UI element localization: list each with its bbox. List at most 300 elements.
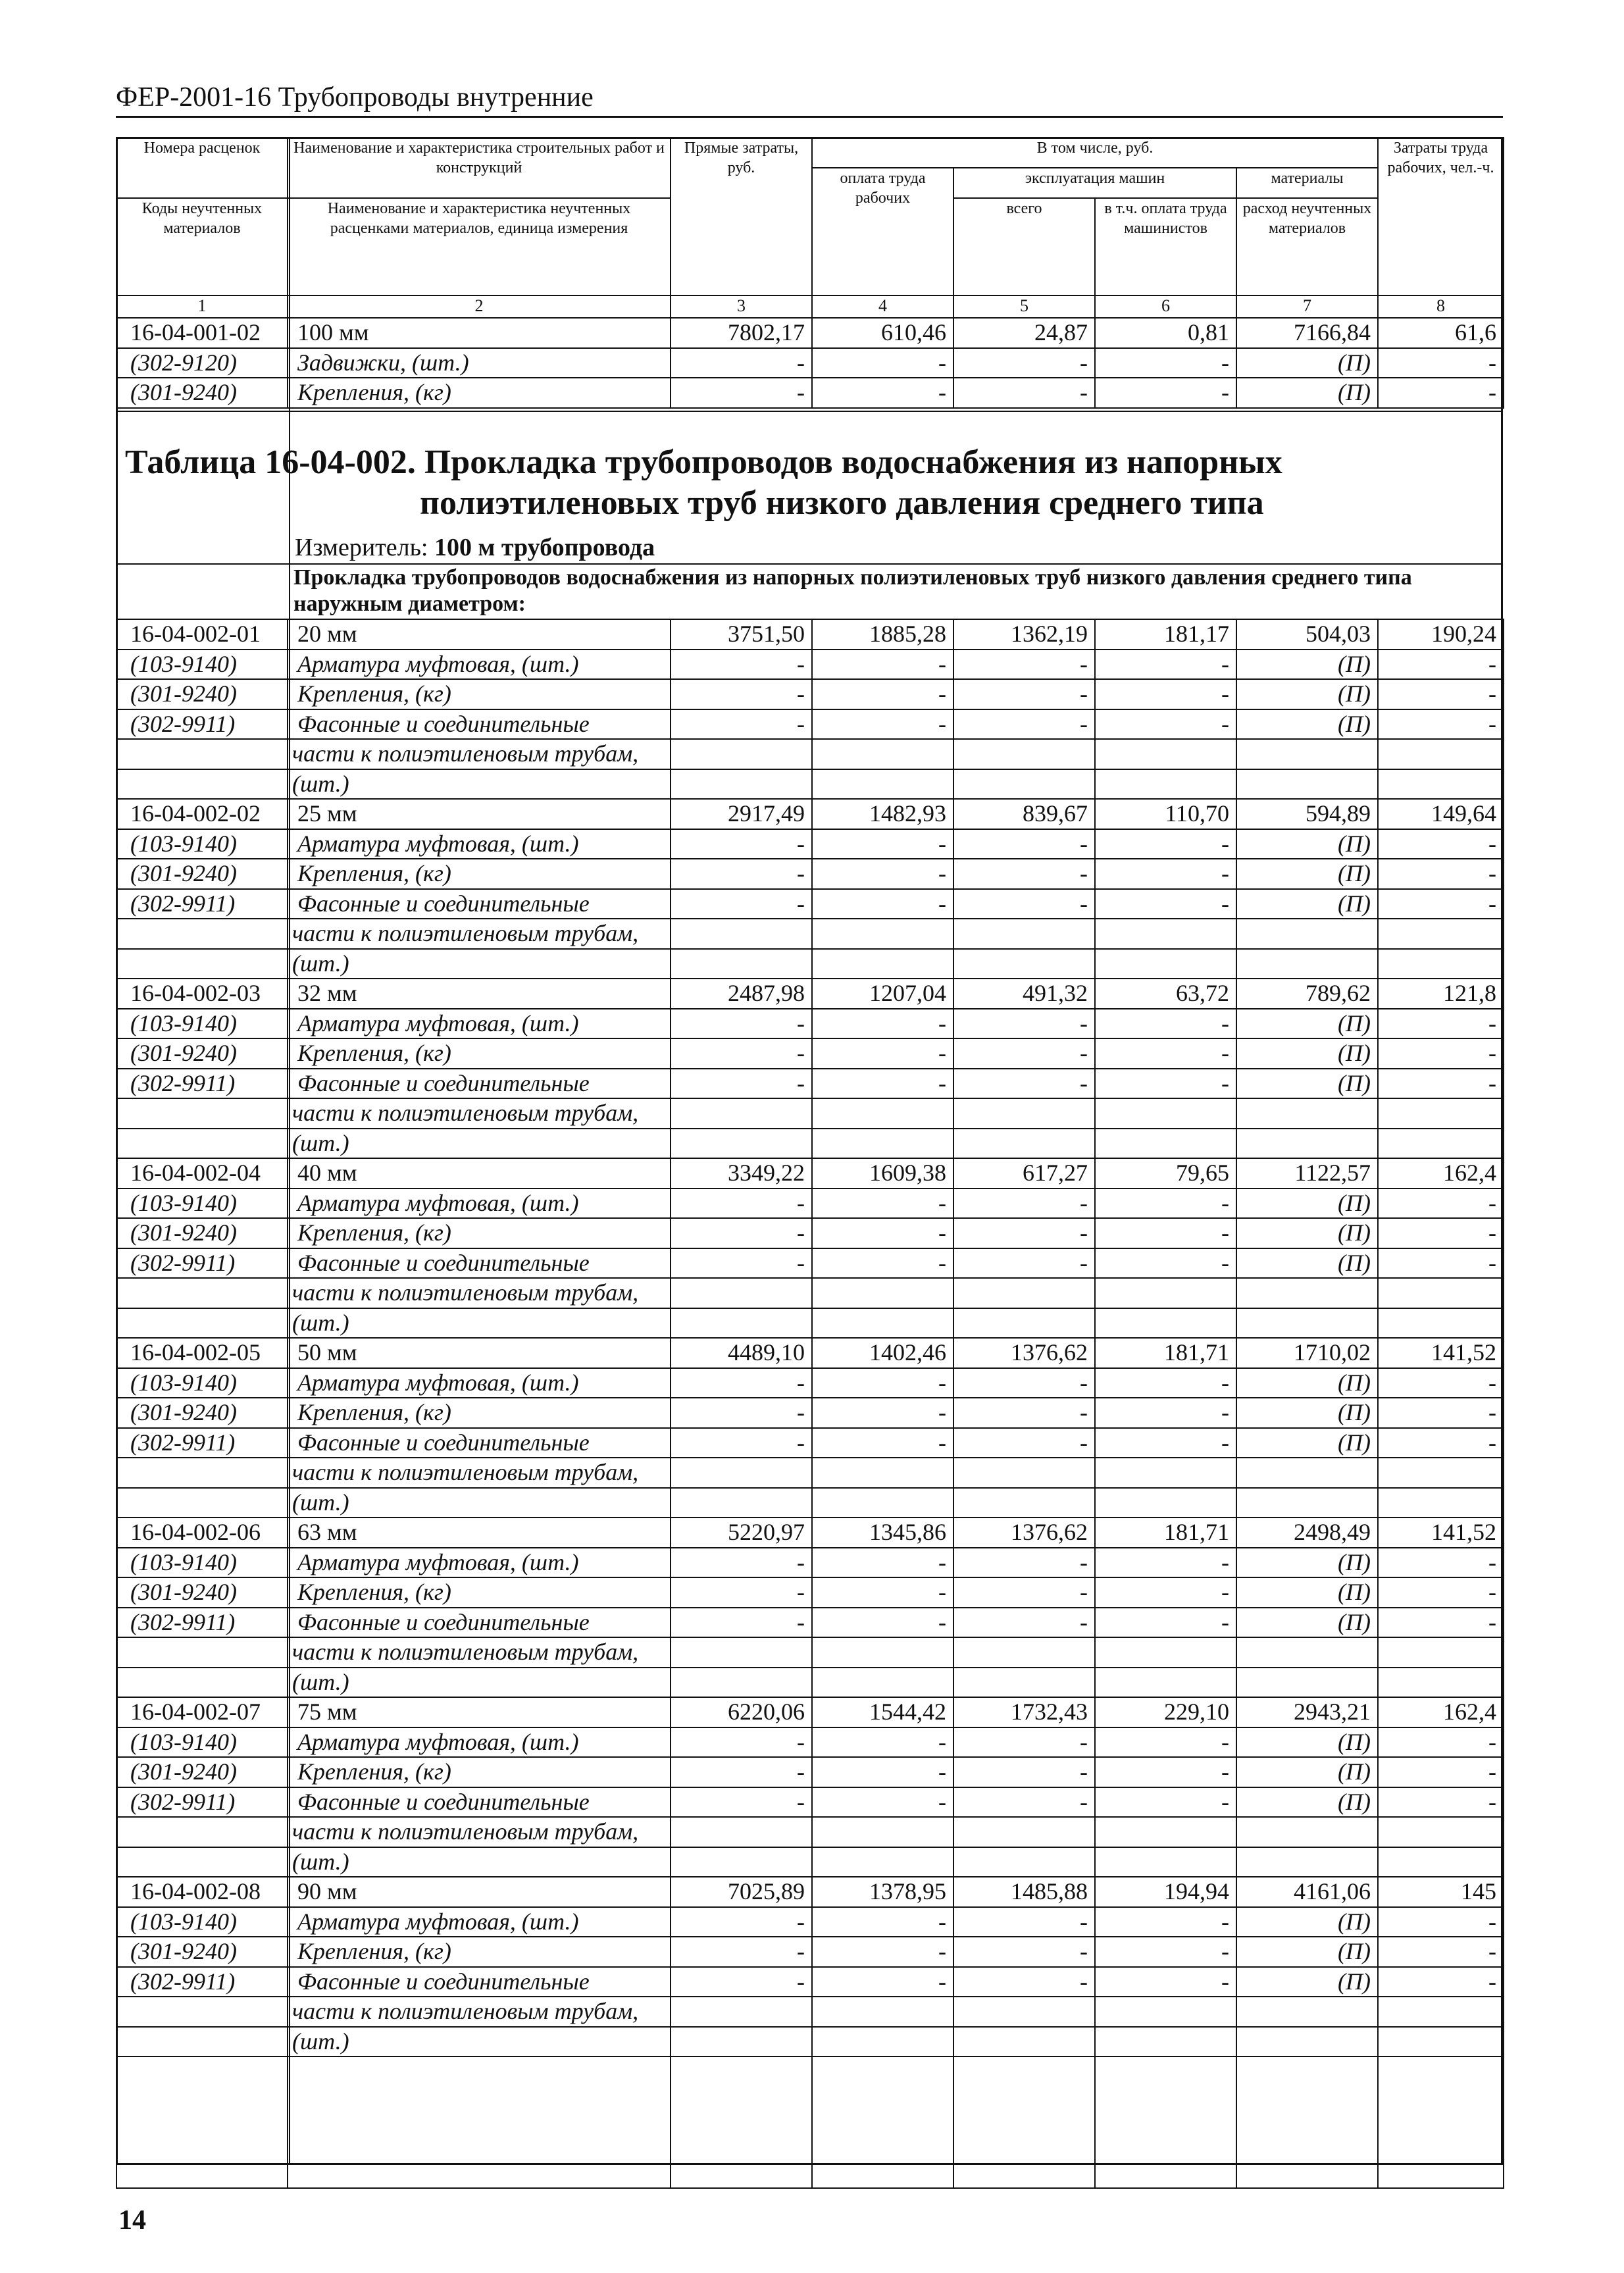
rate-block-prev	[116, 318, 1504, 408]
cell: -	[953, 679, 1095, 709]
table-title	[125, 442, 1494, 524]
material-name: Крепления, (кг)	[288, 1577, 671, 1608]
cell	[1095, 2027, 1236, 2057]
cell	[1095, 1458, 1236, 1488]
cell	[953, 1458, 1095, 1488]
cell: -	[953, 378, 1095, 408]
cell: (П)	[1236, 889, 1378, 919]
material-code: (103-9140)	[116, 1548, 288, 1578]
table-row	[116, 1787, 1504, 1818]
material-name: Арматура муфтовая, (шт.)	[288, 1188, 671, 1219]
cell: -	[953, 859, 1095, 889]
cell: -	[1095, 1428, 1236, 1458]
cell	[1236, 1637, 1378, 1668]
cell: -	[1095, 1218, 1236, 1248]
material-code: (302-9911)	[116, 1069, 288, 1099]
material-code: (301-9240)	[116, 378, 288, 408]
cell: -	[1095, 829, 1236, 859]
table-row	[116, 1608, 1504, 1638]
labor-pay: 1402,46	[812, 1338, 953, 1368]
cell	[671, 1847, 812, 1877]
cell: -	[1378, 1937, 1504, 1967]
table-row	[116, 1009, 1504, 1039]
cell: -	[953, 829, 1095, 859]
labor-pay: 1207,04	[812, 979, 953, 1009]
header-machines-total: всего	[953, 198, 1095, 295]
cell: -	[1095, 1937, 1236, 1967]
cell: -	[671, 1577, 812, 1608]
cell: -	[1378, 679, 1504, 709]
cell: (П)	[1236, 1069, 1378, 1099]
cell: -	[671, 1757, 812, 1787]
cell: -	[671, 1907, 812, 1937]
cell: -	[1095, 1548, 1236, 1578]
header-direct-costs: Прямые затраты, руб.	[671, 138, 812, 295]
material-name: Фасонные и соединительные	[288, 1069, 671, 1099]
rate-name: 90 мм	[288, 1877, 671, 1907]
materials: 2498,49	[1236, 1518, 1378, 1548]
cell	[1095, 1637, 1236, 1668]
material-name: Арматура муфтовая, (шт.)	[288, 1907, 671, 1937]
cell	[1378, 1637, 1504, 1668]
cell: (П)	[1236, 1907, 1378, 1937]
material-code: (302-9911)	[116, 1428, 288, 1458]
machines-total: 1485,88	[953, 1877, 1095, 1907]
cell: -	[1095, 1907, 1236, 1937]
material-name: (шт.)	[288, 949, 671, 979]
rate-block	[116, 619, 1504, 799]
cell: -	[953, 709, 1095, 740]
table-row	[116, 769, 1504, 800]
cell: -	[953, 650, 1095, 680]
material-name: Крепления, (кг)	[288, 1038, 671, 1069]
cell	[116, 1668, 288, 1698]
material-code: (302-9911)	[116, 709, 288, 740]
cell: (П)	[1236, 1727, 1378, 1758]
table-row	[116, 1278, 1504, 1308]
rate-name: 63 мм	[288, 1518, 671, 1548]
material-name: (шт.)	[288, 1308, 671, 1339]
rate-code: 16-04-002-04	[116, 1158, 288, 1188]
cell: (П)	[1236, 1577, 1378, 1608]
machinists-pay: 0,81	[1095, 318, 1236, 348]
cell: -	[953, 348, 1095, 378]
material-code: (302-9911)	[116, 1608, 288, 1638]
cell: (П)	[1236, 1608, 1378, 1638]
cell: (П)	[1236, 709, 1378, 740]
table-row	[116, 889, 1504, 919]
rate-block	[116, 1697, 1504, 1877]
cell: -	[671, 1368, 812, 1398]
column-number: 4	[812, 295, 953, 318]
material-name: части к полиэтиленовым трубам,	[288, 1458, 671, 1488]
table-row	[116, 1997, 1504, 2027]
cell: -	[1095, 889, 1236, 919]
table-row	[116, 1188, 1504, 1219]
cell: -	[1095, 709, 1236, 740]
table-row	[116, 1368, 1504, 1398]
cell: -	[1378, 1248, 1504, 1279]
cell	[1236, 1278, 1378, 1308]
cell	[812, 1847, 953, 1877]
material-name: части к полиэтиленовым трубам,	[288, 1098, 671, 1129]
labor-pay: 1885,28	[812, 619, 953, 650]
material-name: части к полиэтиленовым трубам,	[288, 739, 671, 769]
materials: 7166,84	[1236, 318, 1378, 348]
cell	[1378, 769, 1504, 800]
cell	[953, 2056, 1095, 2188]
cell: -	[1095, 1787, 1236, 1818]
table-row	[116, 949, 1504, 979]
material-name: Фасонные и соединительные	[288, 1428, 671, 1458]
cell: -	[953, 1248, 1095, 1279]
cell	[1236, 1817, 1378, 1847]
column-number: 5	[953, 295, 1095, 318]
materials: 1710,02	[1236, 1338, 1378, 1368]
header-materials: материалы	[1236, 168, 1378, 198]
column-number: 2	[288, 295, 671, 318]
cell: -	[1378, 1608, 1504, 1638]
material-code: (103-9140)	[116, 1188, 288, 1219]
cell	[953, 1098, 1095, 1129]
machinists-pay: 181,71	[1095, 1338, 1236, 1368]
material-name: части к полиэтиленовым трубам,	[288, 919, 671, 949]
table-row	[116, 1158, 1504, 1188]
table-row	[116, 1967, 1504, 1997]
cell	[1378, 1817, 1504, 1847]
cell: -	[671, 829, 812, 859]
rate-code: 16-04-002-06	[116, 1518, 288, 1548]
cell: -	[812, 348, 953, 378]
cell: -	[1378, 348, 1504, 378]
material-name: Фасонные и соединительные	[288, 709, 671, 740]
cell	[953, 1637, 1095, 1668]
material-name: Крепления, (кг)	[288, 1398, 671, 1428]
machines-total: 1732,43	[953, 1697, 1095, 1727]
header-name-bottom: Наименование и характеристика неучтенных расценками материалов, единица измерения	[288, 198, 671, 295]
direct-costs: 4489,10	[671, 1338, 812, 1368]
cell	[671, 1668, 812, 1698]
cell	[1236, 1488, 1378, 1518]
cell	[116, 949, 288, 979]
rates-table	[116, 619, 1504, 2189]
cell	[1095, 769, 1236, 800]
header-including: В том числе, руб.	[812, 138, 1378, 168]
cell	[953, 919, 1095, 949]
material-name: Крепления, (кг)	[288, 1757, 671, 1787]
cell	[1236, 1847, 1378, 1877]
cell: -	[1095, 1069, 1236, 1099]
cell: -	[812, 378, 953, 408]
cell	[116, 1847, 288, 1877]
cell	[116, 739, 288, 769]
cell: -	[812, 1937, 953, 1967]
material-name: Арматура муфтовая, (шт.)	[288, 1009, 671, 1039]
table-row	[116, 979, 1504, 1009]
table-row	[116, 1907, 1504, 1937]
cell: (П)	[1236, 1009, 1378, 1039]
cell	[671, 1098, 812, 1129]
cell	[1378, 919, 1504, 949]
cell	[953, 949, 1095, 979]
cell	[671, 2056, 812, 2188]
material-name: Фасонные и соединительные	[288, 1248, 671, 1279]
table-row	[116, 829, 1504, 859]
material-code: (302-9120)	[116, 348, 288, 378]
cell	[1095, 1098, 1236, 1129]
machinists-pay: 79,65	[1095, 1158, 1236, 1188]
cell: (П)	[1236, 1188, 1378, 1219]
labor-pay: 1609,38	[812, 1158, 953, 1188]
material-name: Фасонные и соединительные	[288, 1787, 671, 1818]
rate-name: 40 мм	[288, 1158, 671, 1188]
material-code: (103-9140)	[116, 1368, 288, 1398]
cell	[812, 1278, 953, 1308]
rate-code: 16-04-002-08	[116, 1877, 288, 1907]
cell	[953, 769, 1095, 800]
cell: (П)	[1236, 1248, 1378, 1279]
table-row	[116, 709, 1504, 740]
machines-total: 491,32	[953, 979, 1095, 1009]
cell: (П)	[1236, 1787, 1378, 1818]
cell	[1095, 1668, 1236, 1698]
cell	[812, 1129, 953, 1159]
cell	[953, 1997, 1095, 2027]
labor-cost: 190,24	[1378, 619, 1504, 650]
cell: -	[671, 1428, 812, 1458]
labor-cost: 149,64	[1378, 799, 1504, 829]
cell: -	[812, 859, 953, 889]
cell	[812, 2056, 953, 2188]
cell: -	[671, 1937, 812, 1967]
cell: -	[1378, 829, 1504, 859]
cell	[1095, 1278, 1236, 1308]
rate-block	[116, 979, 1504, 1158]
materials: 1122,57	[1236, 1158, 1378, 1188]
material-code: (103-9140)	[116, 829, 288, 859]
cell	[1095, 1488, 1236, 1518]
cell: -	[1378, 1967, 1504, 1997]
material-name: (шт.)	[288, 1488, 671, 1518]
material-name: Арматура муфтовая, (шт.)	[288, 1727, 671, 1758]
rate-name: 20 мм	[288, 619, 671, 650]
cell: -	[812, 889, 953, 919]
cell: -	[1095, 679, 1236, 709]
cell: -	[812, 1577, 953, 1608]
direct-costs: 2917,49	[671, 799, 812, 829]
cell	[812, 1997, 953, 2027]
measure-value: 100 м трубопровода	[434, 534, 655, 561]
cell	[1378, 1997, 1504, 2027]
column-number: 8	[1378, 295, 1504, 318]
table-row	[116, 1398, 1504, 1428]
direct-costs: 3349,22	[671, 1158, 812, 1188]
labor-cost: 61,6	[1378, 318, 1504, 348]
material-name: Арматура муфтовая, (шт.)	[288, 650, 671, 680]
cell: -	[1095, 378, 1236, 408]
cell: -	[812, 1608, 953, 1638]
cell	[1095, 1129, 1236, 1159]
table-title-line-2: полиэтиленовых труб низкого давления среднего типа	[420, 484, 1264, 522]
cell	[812, 1817, 953, 1847]
machines-total: 839,67	[953, 799, 1095, 829]
rate-code: 16-04-002-03	[116, 979, 288, 1009]
cell: -	[1095, 1608, 1236, 1638]
cell: -	[953, 1398, 1095, 1428]
table-row	[116, 1218, 1504, 1248]
cell: -	[953, 1009, 1095, 1039]
measure-line	[295, 533, 655, 562]
cell	[671, 919, 812, 949]
cell	[1236, 1129, 1378, 1159]
cell: -	[953, 1967, 1095, 1997]
material-code: (301-9240)	[116, 1757, 288, 1787]
cell	[1095, 1817, 1236, 1847]
material-name: части к полиэтиленовым трубам,	[288, 1278, 671, 1308]
cell: -	[1378, 1188, 1504, 1219]
cell: -	[671, 859, 812, 889]
cell	[953, 1129, 1095, 1159]
cell	[953, 1847, 1095, 1877]
cell	[1378, 1668, 1504, 1698]
table-row	[116, 2027, 1504, 2057]
cell: (П)	[1236, 1038, 1378, 1069]
cell	[288, 2056, 671, 2188]
machines-total: 617,27	[953, 1158, 1095, 1188]
cell: -	[1378, 1787, 1504, 1818]
cell: -	[953, 1787, 1095, 1818]
material-code: (301-9240)	[116, 1218, 288, 1248]
cell: -	[953, 1577, 1095, 1608]
table-row	[116, 1697, 1504, 1727]
column-number: 7	[1236, 295, 1378, 318]
material-name: Фасонные и соединительные	[288, 1967, 671, 1997]
cell: -	[671, 709, 812, 740]
labor-pay: 1482,93	[812, 799, 953, 829]
material-name: части к полиэтиленовым трубам,	[288, 1997, 671, 2027]
rate-code: 16-04-002-01	[116, 619, 288, 650]
material-name: Задвижки, (шт.)	[288, 348, 671, 378]
cell	[953, 1308, 1095, 1339]
cell: -	[671, 1787, 812, 1818]
material-code: (103-9140)	[116, 1009, 288, 1039]
material-name: Арматура муфтовая, (шт.)	[288, 829, 671, 859]
material-name: Крепления, (кг)	[288, 378, 671, 408]
cell	[116, 1308, 288, 1339]
cell: -	[812, 1907, 953, 1937]
cell: -	[671, 1727, 812, 1758]
cell: -	[671, 1009, 812, 1039]
cell	[953, 1817, 1095, 1847]
cell	[812, 949, 953, 979]
cell	[1378, 1847, 1504, 1877]
document-header: ФЕР-2001-16 Трубопроводы внутренние	[116, 82, 1503, 118]
rate-code: 16-04-001-02	[116, 318, 288, 348]
table-row	[116, 1038, 1504, 1069]
direct-costs: 3751,50	[671, 619, 812, 650]
material-code: (302-9911)	[116, 1248, 288, 1279]
rate-code: 16-04-002-07	[116, 1697, 288, 1727]
material-name: Крепления, (кг)	[288, 679, 671, 709]
header-machines: эксплуатация машин	[953, 168, 1236, 198]
materials: 789,62	[1236, 979, 1378, 1009]
cell	[116, 2027, 288, 2057]
machines-total: 1376,62	[953, 1518, 1095, 1548]
cell	[1236, 739, 1378, 769]
material-name: части к полиэтиленовым трубам,	[288, 1817, 671, 1847]
cell	[671, 949, 812, 979]
cell: -	[812, 1428, 953, 1458]
cell: -	[671, 1248, 812, 1279]
cell: -	[1378, 859, 1504, 889]
rate-code: 16-04-002-02	[116, 799, 288, 829]
cell	[812, 1098, 953, 1129]
material-name: Фасонные и соединительные	[288, 889, 671, 919]
material-name: Крепления, (кг)	[288, 859, 671, 889]
materials: 504,03	[1236, 619, 1378, 650]
cell: -	[953, 1907, 1095, 1937]
cell: -	[671, 1608, 812, 1638]
cell: -	[812, 650, 953, 680]
cell: -	[671, 1188, 812, 1219]
cell	[953, 1488, 1095, 1518]
table-row	[116, 1488, 1504, 1518]
rate-name: 100 мм	[288, 318, 671, 348]
cell	[953, 1668, 1095, 1698]
cell: -	[671, 1069, 812, 1099]
cell: -	[812, 1218, 953, 1248]
cell: -	[1378, 1757, 1504, 1787]
cell: (П)	[1236, 1398, 1378, 1428]
cell: -	[812, 1967, 953, 1997]
cell	[671, 1129, 812, 1159]
cell	[1378, 2056, 1504, 2188]
cell: -	[1095, 1757, 1236, 1787]
labor-pay: 610,46	[812, 318, 953, 348]
machinists-pay: 181,17	[1095, 619, 1236, 650]
table-row	[116, 1458, 1504, 1488]
cell	[1236, 2027, 1378, 2057]
cell: -	[812, 1038, 953, 1069]
material-code: (302-9911)	[116, 889, 288, 919]
cell	[1378, 2027, 1504, 2057]
material-code: (301-9240)	[116, 679, 288, 709]
cell	[671, 1278, 812, 1308]
cell	[1236, 1668, 1378, 1698]
rate-name: 50 мм	[288, 1338, 671, 1368]
table-row	[116, 1338, 1504, 1368]
table-row	[116, 1668, 1504, 1698]
cell	[116, 769, 288, 800]
cell	[812, 1308, 953, 1339]
table-row	[116, 739, 1504, 769]
cell	[1378, 1129, 1504, 1159]
table-row	[116, 1727, 1504, 1758]
cell: -	[1378, 1069, 1504, 1099]
cell	[812, 1637, 953, 1668]
cell: -	[671, 1038, 812, 1069]
cell	[1236, 919, 1378, 949]
labor-cost: 141,52	[1378, 1518, 1504, 1548]
material-code: (103-9140)	[116, 1727, 288, 1758]
cell: -	[953, 1937, 1095, 1967]
cell: -	[1095, 650, 1236, 680]
page-number: 14	[118, 2205, 146, 2235]
cell: -	[812, 1248, 953, 1279]
cell: -	[1378, 889, 1504, 919]
table-row	[116, 1428, 1504, 1458]
cell: -	[1378, 1398, 1504, 1428]
